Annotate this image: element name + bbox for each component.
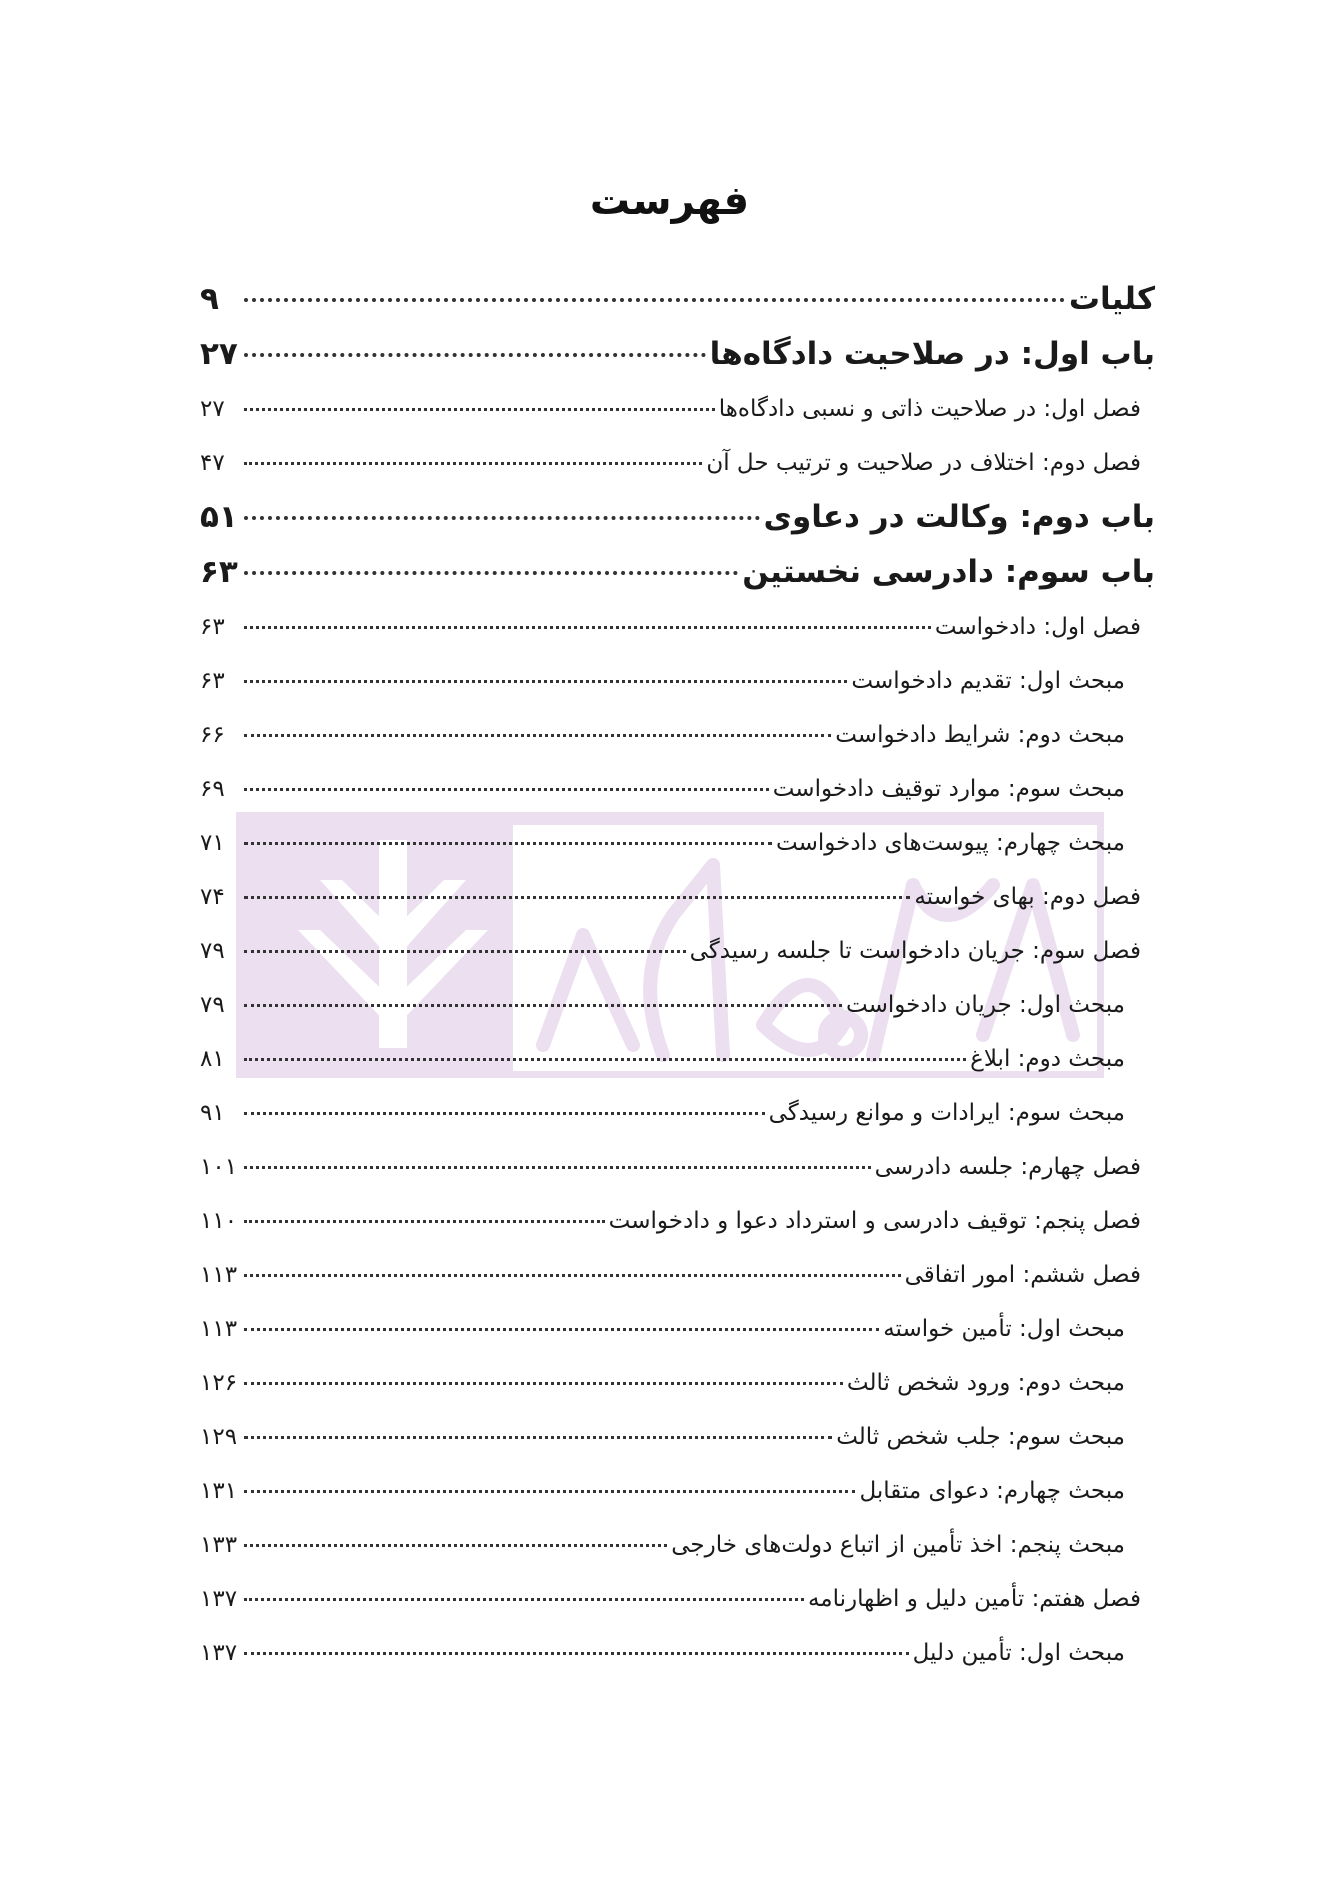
toc-entry-label: مبحث دوم: ورود شخص ثالث xyxy=(846,1370,1125,1396)
dot-leader xyxy=(244,842,772,845)
toc-entry-label: فصل هفتم: تأمین دلیل و اظهارنامه xyxy=(807,1586,1141,1612)
toc-entry-level-2[interactable] xyxy=(200,1410,1155,1464)
toc-entry-page-number: ۱۲۶ xyxy=(200,1370,238,1396)
toc-entry-label: فصل ششم: امور اتفاقی xyxy=(904,1262,1141,1288)
toc-entry-page-number: ۹۱ xyxy=(200,1100,225,1126)
toc-entry-level-1[interactable] xyxy=(200,1248,1155,1302)
toc-entry-label: فصل دوم: اختلاف در صلاحیت و ترتیب حل آن xyxy=(706,450,1141,476)
dot-leader xyxy=(244,571,738,575)
table-of-contents xyxy=(200,272,1155,1680)
toc-entry-page-number: ۱۰۱ xyxy=(200,1154,238,1180)
toc-entry-label: فصل اول: دادخواست xyxy=(934,614,1141,640)
dot-leader xyxy=(244,1544,667,1547)
toc-entry-page-number: ۵۱ xyxy=(200,499,238,535)
dot-leader xyxy=(244,462,702,465)
toc-entry-level-2[interactable] xyxy=(200,708,1155,762)
toc-entry-label: باب دوم: وکالت در دعاوی xyxy=(763,499,1155,535)
toc-entry-page-number: ۶۳ xyxy=(200,614,225,640)
toc-entry-page-number: ۱۱۳ xyxy=(200,1262,238,1288)
toc-entry-level-2[interactable] xyxy=(200,1518,1155,1572)
toc-entry-label: مبحث دوم: شرایط دادخواست xyxy=(835,722,1125,748)
toc-entry-page-number: ۶۳ xyxy=(200,668,225,694)
toc-entry-label: باب سوم: دادرسی نخستین xyxy=(742,554,1155,590)
toc-entry-page-number: ۷۱ xyxy=(200,830,225,856)
dot-leader xyxy=(244,734,831,737)
dot-leader xyxy=(244,1274,901,1277)
dot-leader xyxy=(244,1490,855,1493)
toc-entry-label: مبحث اول: تقدیم دادخواست xyxy=(851,668,1125,694)
toc-entry-page-number: ۱۳۳ xyxy=(200,1532,238,1558)
toc-entry-level-1[interactable] xyxy=(200,1140,1155,1194)
dot-leader xyxy=(244,1328,879,1331)
toc-entry-label: مبحث سوم: جلب شخص ثالث xyxy=(836,1424,1125,1450)
toc-entry-level-1[interactable] xyxy=(200,1572,1155,1626)
toc-entry-page-number: ۱۳۱ xyxy=(200,1478,238,1504)
toc-entry-level-2[interactable] xyxy=(200,654,1155,708)
toc-entry-level-1[interactable] xyxy=(200,436,1155,490)
dot-leader xyxy=(244,298,1065,302)
dot-leader xyxy=(244,408,715,411)
toc-entry-page-number: ۲۷ xyxy=(200,396,225,422)
toc-entry-level-2[interactable] xyxy=(200,1464,1155,1518)
dot-leader xyxy=(244,1436,832,1439)
dot-leader xyxy=(244,896,910,899)
toc-entry-level-2[interactable] xyxy=(200,1626,1155,1680)
toc-entry-label: مبحث اول: تأمین خواسته xyxy=(883,1316,1125,1342)
toc-entry-label: مبحث اول: تأمین دلیل xyxy=(912,1640,1125,1666)
toc-entry-level-1[interactable] xyxy=(200,924,1155,978)
toc-entry-level-1[interactable] xyxy=(200,382,1155,436)
toc-entry-level-2[interactable] xyxy=(200,978,1155,1032)
toc-entry-label: فصل سوم: جریان دادخواست تا جلسه رسیدگی xyxy=(689,938,1141,964)
toc-entry-label: فصل دوم: بهای خواسته xyxy=(914,884,1141,910)
toc-entry-label: باب اول: در صلاحیت دادگاه‌ها xyxy=(709,336,1155,372)
toc-entry-page-number: ۱۳۷ xyxy=(200,1586,238,1612)
toc-entry-label: مبحث سوم: ایرادات و موانع رسیدگی xyxy=(768,1100,1125,1126)
toc-entry-level-2[interactable] xyxy=(200,762,1155,816)
toc-entry-page-number: ۶۶ xyxy=(200,722,225,748)
toc-entry-label: فصل اول: در صلاحیت ذاتی و نسبی دادگاه‌ها xyxy=(718,396,1141,422)
dot-leader xyxy=(244,1112,765,1115)
toc-entry-page-number: ۱۳۷ xyxy=(200,1640,238,1666)
toc-entry-page-number: ۴۷ xyxy=(200,450,225,476)
dot-leader xyxy=(244,1058,966,1061)
toc-entry-label: مبحث سوم: موارد توقیف دادخواست xyxy=(772,776,1125,802)
toc-entry-label: مبحث دوم: ابلاغ xyxy=(970,1046,1125,1072)
dot-leader xyxy=(244,516,760,520)
toc-entry-level-1[interactable] xyxy=(200,870,1155,924)
toc-entry-page-number: ۷۹ xyxy=(200,938,225,964)
page-title: فهرست xyxy=(589,178,750,224)
toc-entry-level-2[interactable] xyxy=(200,1032,1155,1086)
dot-leader xyxy=(244,950,686,953)
toc-entry-page-number: ۶۳ xyxy=(200,554,238,590)
toc-entry-page-number: ۸۱ xyxy=(200,1046,225,1072)
toc-entry-label: مبحث چهارم: دعوای متقابل xyxy=(859,1478,1125,1504)
dot-leader xyxy=(244,353,706,357)
dot-leader xyxy=(244,1382,843,1385)
dot-leader xyxy=(244,788,769,791)
toc-entry-label: فصل چهارم: جلسه دادرسی xyxy=(874,1154,1141,1180)
toc-entry-label: فصل پنجم: توقیف دادرسی و استرداد دعوا و دادخواست xyxy=(608,1208,1141,1234)
toc-entry-label: مبحث اول: جریان دادخواست xyxy=(845,992,1125,1018)
dot-leader xyxy=(244,1220,605,1223)
toc-entry-page-number: ۲۷ xyxy=(200,336,238,372)
toc-entry-page-number: ۶۹ xyxy=(200,776,225,802)
toc-entry-level-2[interactable] xyxy=(200,1086,1155,1140)
dot-leader xyxy=(244,1166,871,1169)
toc-entry-page-number: ۹ xyxy=(200,281,219,317)
dot-leader xyxy=(244,1004,842,1007)
dot-leader xyxy=(244,626,931,629)
dot-leader xyxy=(244,680,847,683)
toc-entry-level-0[interactable] xyxy=(200,327,1155,382)
dot-leader xyxy=(244,1598,804,1601)
toc-entry-level-0[interactable] xyxy=(200,490,1155,545)
toc-entry-label: مبحث پنجم: اخذ تأمین از اتباع دولت‌های خارجی xyxy=(671,1532,1125,1558)
toc-entry-page-number: ۱۱۰ xyxy=(200,1208,238,1234)
toc-entry-label: مبحث چهارم: پیوست‌های دادخواست xyxy=(776,830,1125,856)
toc-entry-page-number: ۱۲۹ xyxy=(200,1424,238,1450)
toc-entry-level-1[interactable] xyxy=(200,600,1155,654)
toc-entry-page-number: ۷۴ xyxy=(200,884,225,910)
toc-entry-level-1[interactable] xyxy=(200,1194,1155,1248)
toc-entry-level-2[interactable] xyxy=(200,816,1155,870)
toc-entry-level-0[interactable] xyxy=(200,545,1155,600)
toc-entry-page-number: ۱۱۳ xyxy=(200,1316,238,1342)
toc-entry-level-2[interactable] xyxy=(200,1302,1155,1356)
toc-entry-level-0[interactable] xyxy=(200,272,1155,327)
toc-entry-level-2[interactable] xyxy=(200,1356,1155,1410)
toc-entry-label: کلیات xyxy=(1068,281,1155,317)
toc-entry-page-number: ۷۹ xyxy=(200,992,225,1018)
dot-leader xyxy=(244,1652,909,1655)
